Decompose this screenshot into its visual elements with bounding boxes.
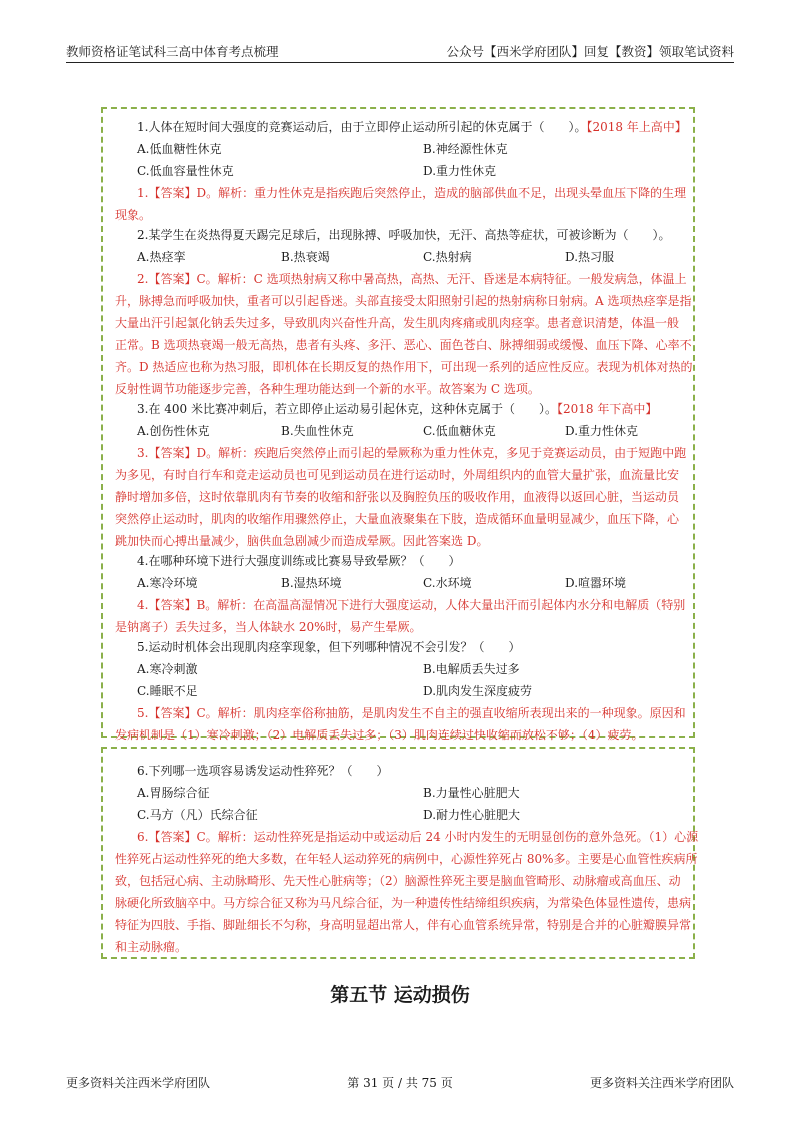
q6-option-c: C.马方（凡）氏综合征 <box>137 808 258 822</box>
question-6-stem: 6.下列哪一选项容易诱发运动性猝死？（ ） <box>137 764 389 778</box>
q3-answer-line-3: 静时增加多倍，这时依靠肌肉有节奏的收缩和舒张以及胸腔负压的吸收作用，血液得以返回心脏，当运动员 <box>115 490 680 504</box>
q6-option-a: A.胃肠综合征 <box>137 786 210 800</box>
q5-answer-line-2: 发病机制是（1）寒冷刺激；（2）电解质丢失过多；（3）肌肉连续过快收缩而放松不够；（4）疲劳。 <box>115 728 644 742</box>
question-3-stem <box>137 400 657 417</box>
q3-option-c: C.低血糖休克 <box>423 424 496 438</box>
q1-exam-tag: 【2018 年上高中】 <box>586 120 687 134</box>
q1-option-c: C.低血容量性休克 <box>137 164 234 178</box>
question-5-stem: 5.运动时机体会出现肌肉痉挛现象，但下列哪种情况不会引发？（ ） <box>137 640 521 654</box>
page-header <box>66 40 734 63</box>
q2-answer-line-6: 反射性调节功能逐步完善，各种生理功能达到一个新的水平。故答案为 C 选项。 <box>115 382 540 396</box>
q3-answer-line-2: 为多见，有时自行车和竞走运动员也可见到运动员在进行运动时，外周组织内的血管大量扩张，血流量比安 <box>115 468 680 482</box>
question-4-stem: 4.在哪种环境下进行大强度训练或比赛易导致晕厥？（ ） <box>137 554 461 568</box>
q3-option-a: A.创伤性休克 <box>137 424 210 438</box>
q6-answer-line-4: 脉硬化所致脑卒中。马方综合征又称为马凡综合征，为一种遗传性结缔组织疾病，为常染色体显性遗传，患病 <box>115 896 692 910</box>
footer-left-text: 更多资料关注西米学府团队 <box>66 1076 211 1090</box>
q6-answer-line-1: 6.【答案】C。解析：运动性猝死是指运动中或运动后 24 小时内发生的无明显创伤的意外急死。（1）心源 <box>137 830 699 844</box>
q2-answer-line-3: 大量出汗引起氯化钠丢失过多，导致肌肉兴奋性升高，发生肌肉疼痛或肌肉痉挛。患者意识清楚，体温一般 <box>115 316 680 330</box>
q3-stem-text: 3.在 400 米比赛冲刺后，若立即停止运动易引起休克，这种休克属于（ ）。 <box>137 402 557 416</box>
q6-option-b: B.力量性心脏肥大 <box>423 786 520 800</box>
q5-option-a: A.寒冷刺激 <box>137 662 198 676</box>
q3-exam-tag: 【2018 年下高中】 <box>557 402 658 416</box>
q2-option-a: A.热痉挛 <box>137 250 186 264</box>
q3-answer-line-5: 跳加快而心搏出量减少，脑供血急剧减少而造成晕厥。因此答案选 D。 <box>115 534 489 548</box>
question-1-stem <box>137 118 687 135</box>
q2-answer-line-1: 2.【答案】C。解析：C 选项热射病又称中暑高热，高热、无汗、昏迷是本病特征。一般发病急，体温上 <box>137 272 687 286</box>
q1-option-a: A.低血糖性休克 <box>137 142 222 156</box>
q1-option-d: D.重力性休克 <box>423 164 497 178</box>
q4-option-a: A.寒冷环境 <box>137 576 198 590</box>
q2-option-d: D.热习服 <box>565 250 615 264</box>
q2-option-c: C.热射病 <box>423 250 472 264</box>
q1-answer-line-1: 1.【答案】D。解析：重力性休克是指疾跑后突然停止，造成的脑部供血不足，出现头晕血压下降的生理 <box>137 186 687 200</box>
q4-option-d: D.喧嚣环境 <box>565 576 627 590</box>
q5-option-b: B.电解质丢失过多 <box>423 662 520 676</box>
q3-answer-line-1: 3.【答案】D。解析：疾跑后突然停止而引起的晕厥称为重力性休克，多见于竞赛运动员，由于短跑中跑 <box>137 446 687 460</box>
footer-right-text: 更多资料关注西米学府团队 <box>589 1076 734 1090</box>
q4-answer-line-1: 4.【答案】B。解析：在高温高湿情况下进行大强度运动，人体大量出汗而引起体内水分和电解质（特别 <box>137 598 686 612</box>
q6-answer-line-5: 特征为四肢、手指、脚趾细长不匀称，身高明显超出常人，伴有心血管系统异常，特别是合并的心脏瓣膜异常 <box>115 918 692 932</box>
q3-answer-line-4: 突然停止运动时，肌肉的收缩作用骤然停止，大量血液聚集在下肢，造成循环血量明显减少，血压下降，心 <box>115 512 680 526</box>
q3-option-d: D.重力性休克 <box>565 424 639 438</box>
page-number: 第 31 页 / 共 75 页 <box>347 1076 453 1090</box>
q2-answer-line-5: 齐。D 热适应也称为热习服，即机体在长期反复的热作用下，可出现一系列的适应性反应。表现为机体对热的 <box>115 360 693 374</box>
q4-answer-line-2: 是钠离子）丢失过多，当人体缺水 20%时，易产生晕厥。 <box>115 620 422 634</box>
q1-option-b: B.神经源性休克 <box>423 142 508 156</box>
header-left-text: 教师资格证笔试科三高中体育考点梳理 <box>66 44 279 59</box>
q6-option-d: D.耐力性心脏肥大 <box>423 808 521 822</box>
q4-option-b: B.湿热环境 <box>281 576 342 590</box>
q1-stem-text: 1.人体在短时间大强度的竞赛运动后，由于立即停止运动所引起的休克属于（ ）。 <box>137 120 587 134</box>
q5-answer-line-1: 5.【答案】C。解析：肌肉痉挛俗称抽筋，是肌肉发生不自主的强直收缩所表现出来的一种现象。原因和 <box>137 706 686 720</box>
header-right-text: 公众号【西米学府团队】回复【教资】领取笔试资料 <box>446 44 734 59</box>
q2-option-b: B.热衰竭 <box>281 250 330 264</box>
q6-answer-line-2: 性猝死占运动性猝死的绝大多数，在年轻人运动猝死的病例中，心源性猝死占 80%多。主要是心血管性疾病所 <box>115 852 698 866</box>
q6-answer-line-6: 和主动脉瘤。 <box>115 940 188 954</box>
q4-option-c: C.水环境 <box>423 576 472 590</box>
q3-option-b: B.失血性休克 <box>281 424 354 438</box>
question-2-stem: 2.某学生在炎热得夏天踢完足球后，出现脉搏、呼吸加快，无汗、高热等症状，可被诊断为（ ）。 <box>137 228 671 242</box>
q2-answer-line-2: 升，脉搏急而呼吸加快，重者可以引起昏迷。头部直接受太阳照射引起的热射病称日射病。A 选项热痉挛是指 <box>115 294 692 308</box>
section-title: 第五节 运动损伤 <box>330 984 470 1006</box>
q6-answer-line-3: 致，包括冠心病、主动脉畸形、先天性心脏病等；（2）脑源性猝死主要是脑血管畸形、动脉瘤或高血压、动 <box>115 874 681 888</box>
q1-answer-line-2: 现象。 <box>115 208 152 222</box>
q5-option-c: C.睡眠不足 <box>137 684 198 698</box>
q2-answer-line-4: 正常。B 选项热衰竭一般无高热，患者有头疼、多汗、恶心、面色苍白、脉搏细弱或缓慢、血压下降、心率不 <box>115 338 692 352</box>
q5-option-d: D.肌肉发生深度疲劳 <box>423 684 533 698</box>
